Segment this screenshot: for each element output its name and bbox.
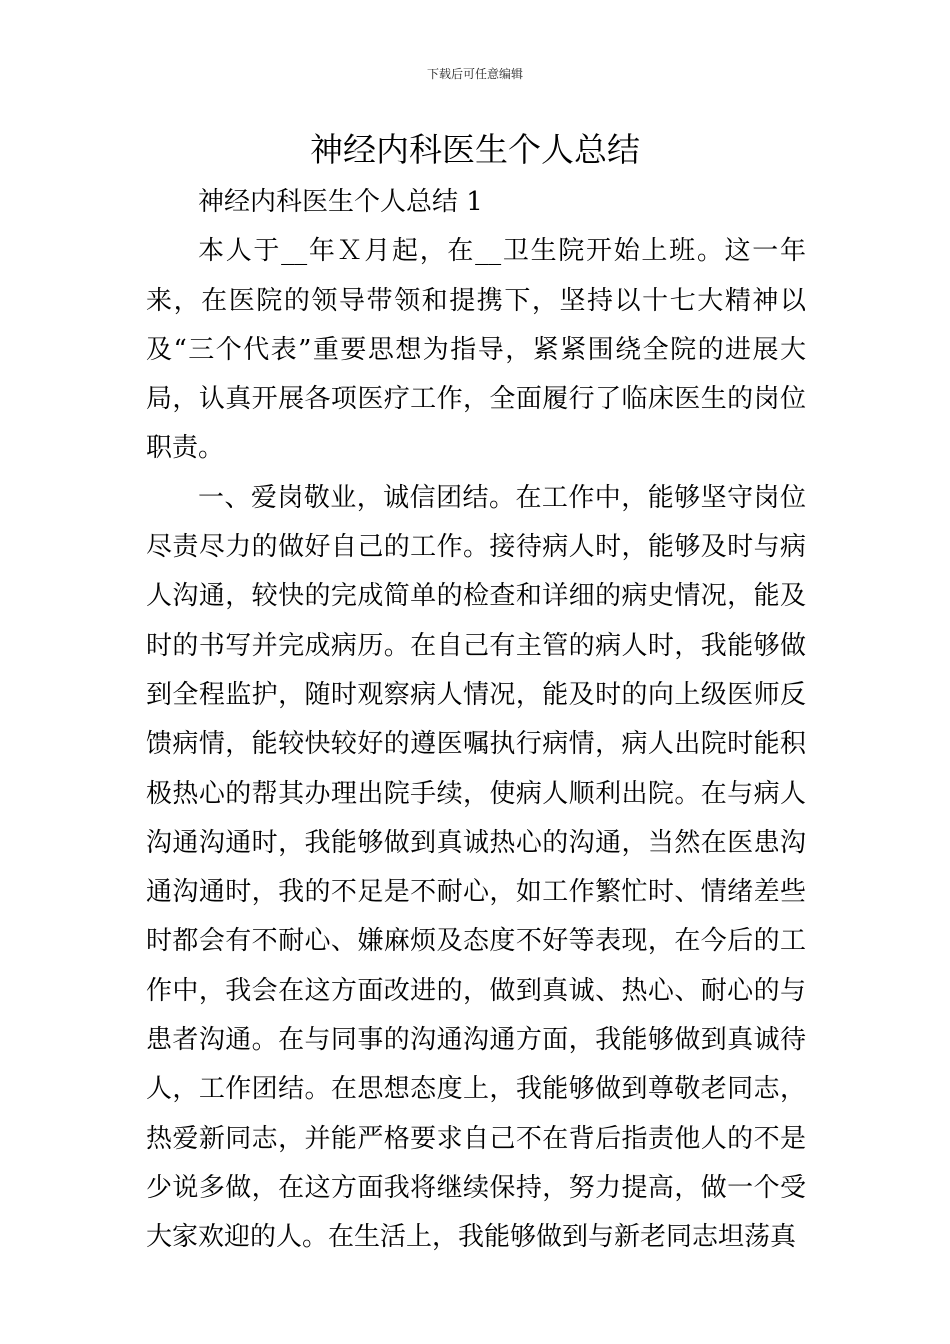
section-subtitle: 神经内科医生个人总结 1 xyxy=(198,187,483,217)
paragraph-section-one: 一、爱岗敬业，诚信团结。在工作中，能够坚守岗位尽责尽力的做好自己的工作。接待病人时，能够及时与病人沟通，较快的完成简单的检查和详细的病史情况，能及时的书写并完成病历。在自己有主管的病人时，我能够做到全程监护，随时观察病人情况，能及时的向上级医师反馈病情，能较快较好的遵医嘱执行病情，病人出院时能积极热心的帮其办理出院手续，使病人顺利出院。在与病人沟通沟通时，我能够做到真诚热心的沟通，当然在医患沟通沟通时，我的不足是不耐心，如工作繁忙时、情绪差些时都会有不耐心、嫌麻烦及态度不好等表现，在今后的工作中，我会在这方面改进的，做到真诚、热心、耐心的与患者沟通。在与同事的沟通沟通方面，我能够做到真诚待人，工作团结。在思想态度上，我能够做到尊敬老同志，热爱新同志，并能严格要求自己不在背后指责他人的不是少说多做，在这方面我将继续保持，努力提高，做一个受大家欢迎的人。在生活上，我能够做到与新老同志坦荡真 xyxy=(146,482,806,1253)
paragraph-intro: 本人于__年Ｘ月起，在__卫生院开始上班。这一年来，在医院的领导带领和提携下，坚持以十七大精神以及“三个代表”重要思想为指导，紧紧围绕全院的进展大局，认真开展各项医疗工作，全面履行了临床医生的岗位职责。 xyxy=(146,236,806,464)
document-title: 神经内科医生个人总结 xyxy=(310,130,640,169)
header-note: 下载后可任意编辑 xyxy=(426,67,523,81)
document-body xyxy=(146,178,806,1263)
